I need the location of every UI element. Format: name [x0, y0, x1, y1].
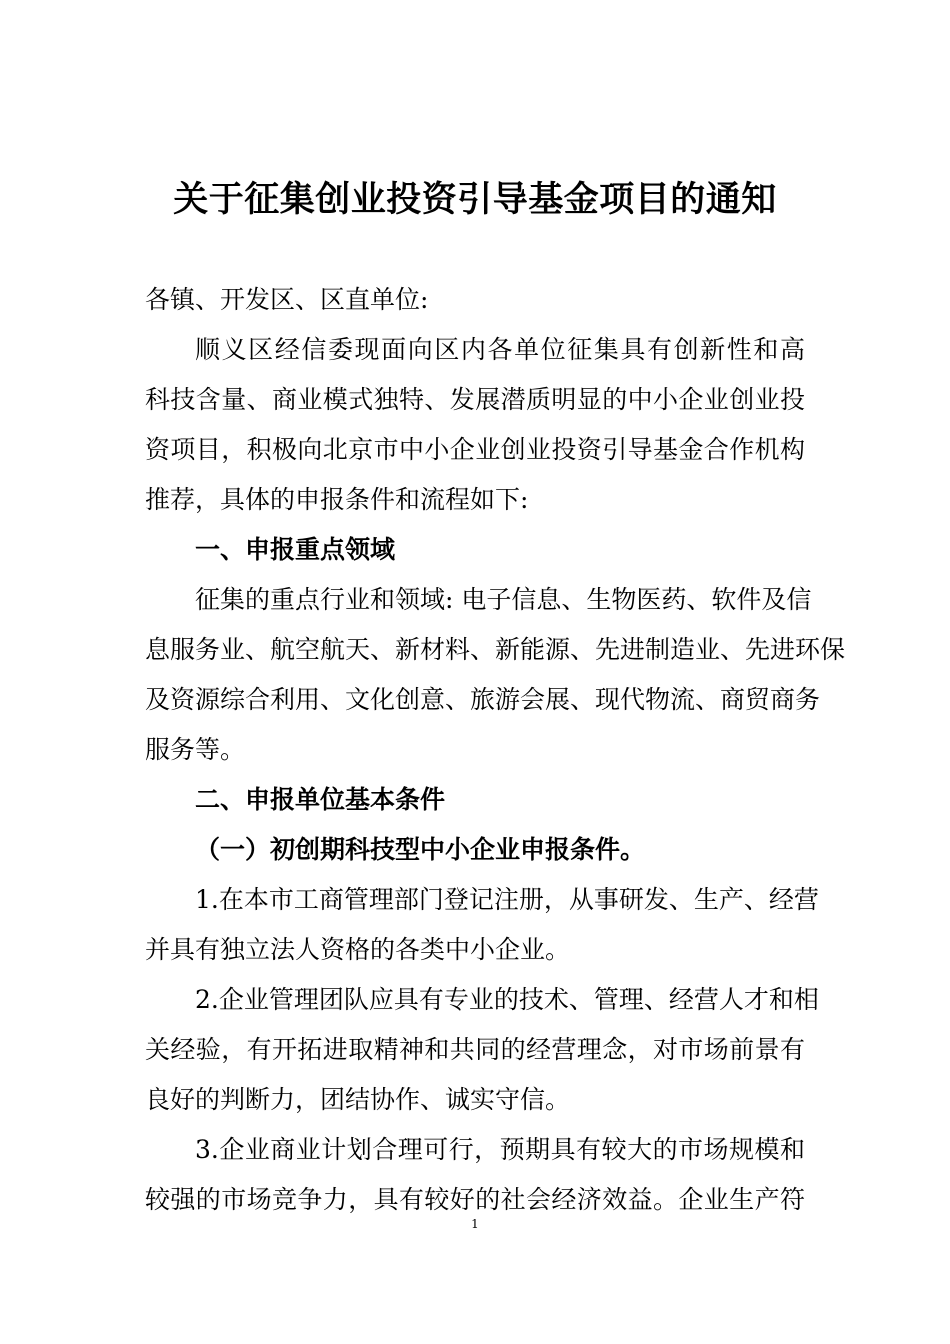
document-title: 关于征集创业投资引导基金项目的通知	[173, 180, 777, 220]
condition-item-2-line: 良好的判断力，团结协作、诚实守信。	[145, 1085, 571, 1114]
condition-item-1-line: 1.在本市工商管理部门登记注册，从事研发、生产、经营	[195, 885, 819, 914]
condition-item-2-line: 2.企业管理团队应具有专业的技术、管理、经营人才和相	[195, 985, 819, 1014]
focus-areas-line: 及资源综合利用、文化创意、旅游会展、现代物流、商贸商务	[145, 685, 821, 714]
salutation: 各镇、开发区、区直单位:	[145, 285, 429, 314]
section-heading-focus-areas: 一、申报重点领域	[195, 535, 396, 564]
condition-item-2-line: 关经验，有开拓进取精神和共同的经营理念，对市场前景有	[145, 1035, 805, 1064]
focus-areas-line: 征集的重点行业和领域: 电子信息、生物医药、软件及信	[195, 585, 812, 614]
page-number: 1	[471, 1217, 479, 1231]
condition-item-3-line: 3.企业商业计划合理可行，预期具有较大的市场规模和	[195, 1135, 805, 1164]
focus-areas-line: 服务等。	[145, 735, 246, 764]
condition-item-1-line: 并具有独立法人资格的各类中小企业。	[145, 935, 571, 964]
intro-line: 推荐，具体的申报条件和流程如下:	[145, 485, 529, 514]
intro-line: 资项目，积极向北京市中小企业创业投资引导基金合作机构	[145, 435, 805, 464]
condition-item-3-line: 较强的市场竞争力，具有较好的社会经济效益。企业生产符	[145, 1185, 805, 1214]
section-heading-basic-conditions: 二、申报单位基本条件	[195, 785, 446, 814]
subsection-heading-startup-conditions: （一）初创期科技型中小企业申报条件。	[195, 835, 646, 864]
intro-line: 科技含量、商业模式独特、发展潜质明显的中小企业创业投	[145, 385, 805, 414]
intro-line: 顺义区经信委现面向区内各单位征集具有创新性和高	[195, 335, 805, 364]
focus-areas-line: 息服务业、航空航天、新材料、新能源、先进制造业、先进环保	[145, 635, 846, 664]
